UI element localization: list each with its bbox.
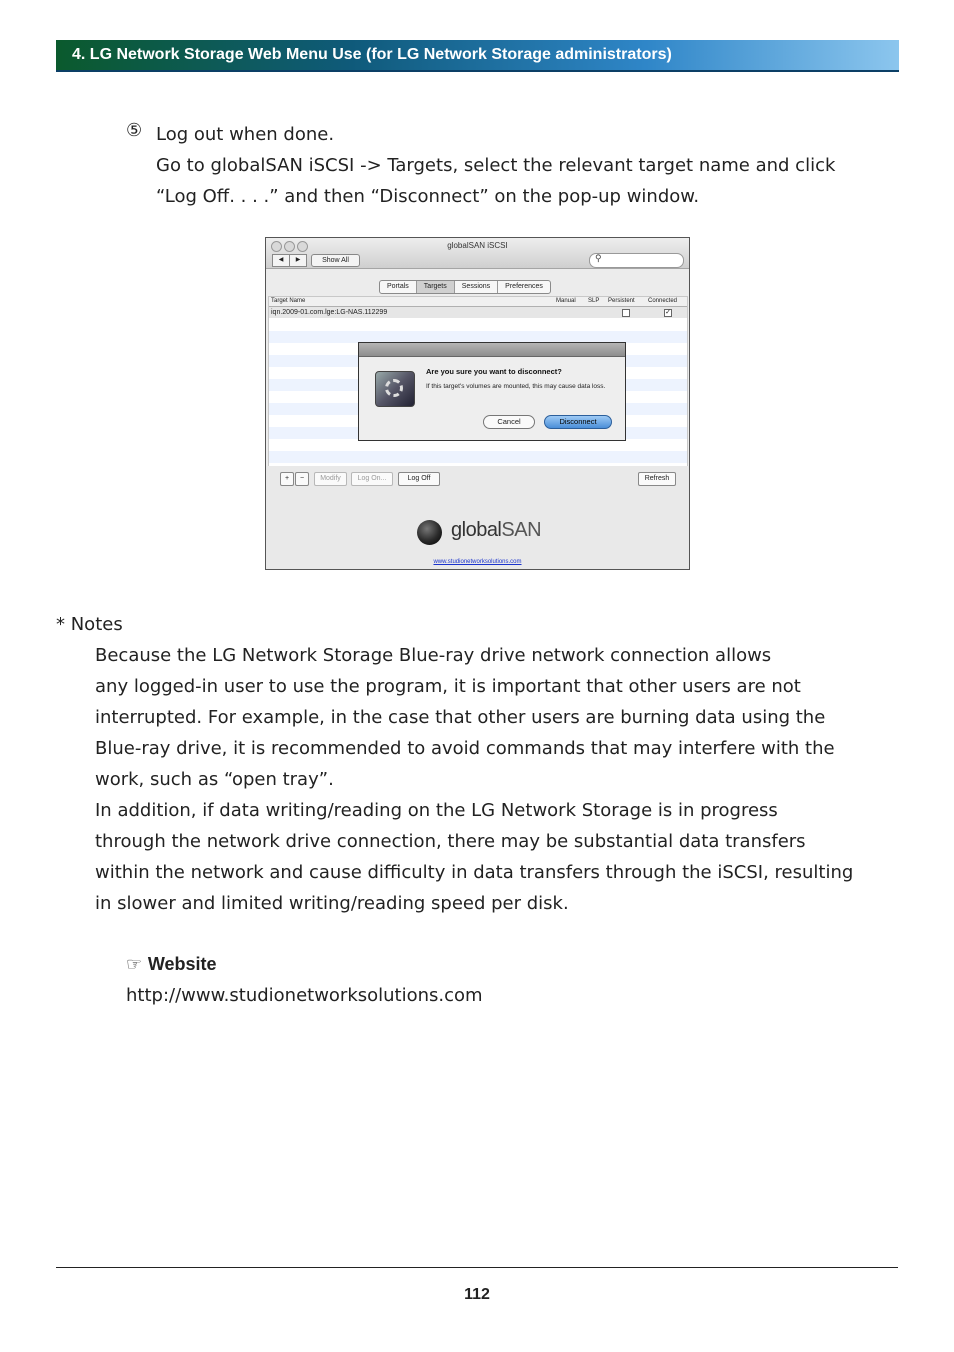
dialog-titlebar: [359, 343, 625, 357]
forward-arrow-icon[interactable]: ▶: [289, 254, 307, 267]
globalsan-logo-icon: [417, 520, 442, 545]
tab-sessions[interactable]: Sessions: [455, 281, 498, 293]
table-header: [269, 297, 687, 307]
dialog-detail: If this target's volumes are mounted, this may cause data loss.: [426, 383, 606, 390]
pointing-hand-icon: ☞: [126, 954, 143, 975]
col-slp[interactable]: SLP: [588, 298, 600, 304]
tab-preferences[interactable]: Preferences: [505, 283, 543, 290]
notes-line-2: any logged-in user to use the program, it is important that other users are not: [95, 676, 801, 697]
col-connected[interactable]: Connected: [648, 298, 678, 304]
log-on-button[interactable]: Log On...: [351, 472, 393, 486]
disconnect-button[interactable]: Disconnect: [544, 415, 612, 429]
website-heading: [126, 949, 217, 980]
connected-checkbox[interactable]: ✓: [665, 309, 671, 316]
notes-line-6: In addition, if data writing/reading on the LG Network Storage is in progress: [95, 800, 778, 821]
notes-line-9: in slower and limited writing/reading speed per disk.: [95, 893, 569, 914]
window-titlebar: [266, 238, 689, 269]
disconnect-dialog: [358, 342, 626, 441]
logo-text-global: global: [451, 519, 502, 541]
add-button[interactable]: +: [280, 472, 294, 486]
persistent-checkbox[interactable]: [622, 309, 630, 317]
modify-button[interactable]: Modify: [314, 472, 347, 486]
table-row[interactable]: [269, 307, 687, 318]
window-title: globalSAN iSCSI: [447, 241, 508, 250]
dialog-question: Are you sure you want to disconnect?: [426, 367, 562, 376]
vendor-link[interactable]: www.studionetworksolutions.com: [433, 559, 522, 565]
notes-line-7: through the network drive connection, there may be substantial data transfers: [95, 831, 806, 852]
website-url[interactable]: http://www.studionetworksolutions.com: [126, 985, 483, 1006]
section-header-bar: [56, 40, 899, 72]
tab-portals[interactable]: Portals: [380, 281, 417, 293]
gear-icon: [375, 371, 415, 407]
website-label: Website: [147, 954, 217, 974]
remove-button[interactable]: −: [295, 472, 309, 486]
notes-line-4: Blue-ray drive, it is recommended to avoid commands that may interfere with the: [95, 738, 835, 759]
step-line-1: Go to globalSAN iSCSI -> Targets, select the relevant target name and click: [156, 155, 836, 176]
page-number: 112: [464, 1286, 490, 1303]
step-title: Log out when done.: [156, 124, 335, 145]
step-number: ⑤: [126, 120, 143, 141]
globalsan-logo: [451, 519, 541, 542]
table-stripe: [269, 451, 687, 463]
show-all-button[interactable]: Show All: [311, 254, 360, 267]
notes-heading: * Notes: [56, 614, 123, 635]
footer-divider: [56, 1267, 898, 1268]
step-line-2: “Log Off. . . .” and then “Disconnect” on the pop-up window.: [156, 186, 700, 207]
notes-line-8: within the network and cause difficulty in data transfers through the iSCSI, resulting: [95, 862, 854, 883]
back-arrow-icon[interactable]: ◀: [272, 254, 290, 267]
tab-targets[interactable]: Targets: [417, 281, 455, 293]
col-persistent[interactable]: Persistent: [608, 298, 635, 304]
notes-line-3: interrupted. For example, in the case that other users are burning data using the: [95, 707, 826, 728]
logo-text-san: SAN: [501, 519, 542, 541]
log-off-button[interactable]: Log Off: [398, 472, 440, 486]
target-name-cell: iqn.2009-01.com.lge:LG-NAS.112299: [271, 309, 388, 316]
notes-line-5: work, such as “open tray”.: [95, 769, 334, 790]
section-header-title: 4. LG Network Storage Web Menu Use (for LG Network Storage administrators): [72, 46, 672, 63]
preference-tabs: [379, 280, 551, 294]
globalsan-screenshot: [265, 237, 690, 570]
cancel-button[interactable]: Cancel: [483, 415, 535, 429]
col-target-name[interactable]: Target Name: [271, 298, 306, 304]
col-manual[interactable]: Manual: [556, 298, 576, 304]
search-field[interactable]: [589, 253, 684, 268]
search-icon: ⚲: [595, 253, 602, 263]
notes-line-1: Because the LG Network Storage Blue-ray drive network connection allows: [95, 645, 772, 666]
refresh-button[interactable]: Refresh: [638, 472, 676, 486]
